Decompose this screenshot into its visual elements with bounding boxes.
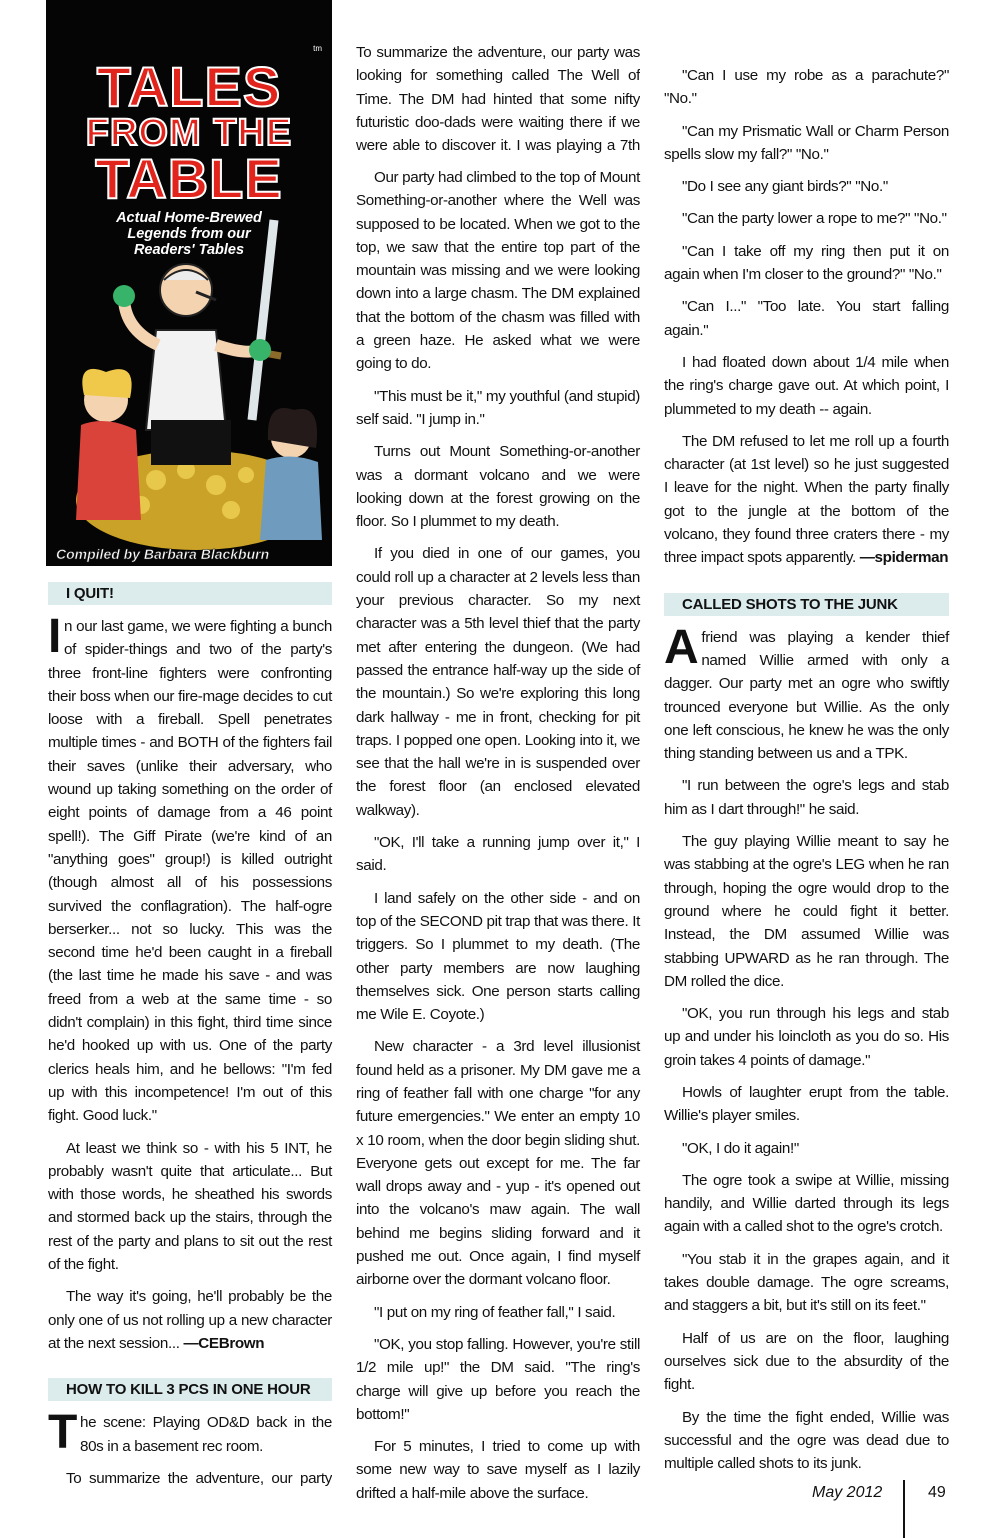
column-3 [664, 64, 949, 1484]
trademark: tm [313, 44, 322, 53]
paragraph [48, 610, 332, 1128]
banner-subtitle-line3: Readers' Tables [133, 242, 245, 258]
paragraph: The ogre took a swipe at Willie, missing handily, and Willie darted through its legs again with a called shot to the ogre's crotch. [664, 1171, 949, 1236]
paragraph: "You stab it in the grapes again, and it takes double damage. The ogre screams, and staggers a bit, but it's still on its feet." [664, 1250, 949, 1315]
drop-cap: I [48, 610, 61, 663]
paragraph: New character - a 3rd level illusionist found held as a prisoner. My DM gave me a ring of feather fall with one charge "for any future emergencies." We enter an empty 10 x 10 room, when the door begin sliding shut. Everyone gets out except for me. The far wall drops away and - yup - it's opened out into the volcano's maw again. The wall behind me begins sliding forward and it pushed me out. Once again, I find myself airborne over the dormant volcano floor. [356, 1038, 640, 1289]
paragraph: By the time the fight ended, Willie was successful and the ogre was dead due to multiple called shots to its junk. [664, 1408, 949, 1473]
paragraph: "Can I..." "Too late. You start falling again." [664, 298, 949, 339]
heading-called-shots: CALLED SHOTS TO THE JUNK [664, 593, 949, 616]
paragraph-text: friend was playing a kender thief named Willie armed with only a dagger. Our party met an ogre who swiftly trounced everyone but Willie. As the only one left conscious, he knew he was the only thing standing between us and a TPK. [664, 628, 949, 763]
paragraph: "OK, you stop falling. However, you're still 1/2 mile up!" the DM said. "The ring's charge will give up before you reach the bottom!" [356, 1335, 640, 1423]
heading-i-quit: I QUIT! [48, 582, 332, 605]
paragraph-text: The DM refused to let me roll up a fourth character (at 1st level) so he just suggested I leave for the night. When the party finally got to the jungle at the bottom of the volcano, they found three craters there - my three impact spots apparently. [664, 432, 949, 567]
paragraph: Half of us are on the floor, laughing ourselves sick due to the absurdity of the fight. [664, 1329, 949, 1394]
column-banner [46, 0, 332, 566]
drop-cap: A [664, 620, 699, 674]
paragraph: "OK, I do it again!" [682, 1139, 799, 1157]
paragraph: To summarize the adventure, our party was looking for something called The Well of Time. The DM had hinted that some nifty futuristic doo-dads were waiting there if we were able to discover it. I was playing a 7th [356, 44, 640, 155]
author-signature: —CEBrown [183, 1334, 265, 1352]
banner-subtitle-line1: Actual Home-Brewed [116, 210, 262, 226]
issue-date: May 2012 [812, 1484, 883, 1501]
paragraph-text: The way it's going, he'll probably be the only one of us not rolling up a new character at the next session... [48, 1288, 332, 1352]
drop-cap: T [48, 1406, 77, 1460]
paragraph [664, 430, 949, 570]
paragraph: "Can I take off my ring then put it on again when I'm closer to the ground?" "No." [664, 242, 949, 284]
column-1 [48, 582, 332, 1499]
paragraph [48, 1406, 332, 1460]
paragraph: I had floated down about 1/4 mile when the ring's charge gave out. At which point, I plummeted to my death -- again. [664, 353, 949, 418]
banner-title-line1: TALES [96, 55, 282, 118]
paragraph: "Can I use my robe as a parachute?" "No." [664, 67, 949, 108]
paragraph-text: he scene: Playing OD&D back in the 80s in a basement rec room. [79, 1414, 332, 1455]
paragraph-text: n our last game, we were fighting a bunch of spider-things and two of the party's three front-line fighters were confronting their boss when our fire-mage decides to cut loose with a fireball. Spell penetrates multiple times - and BOTH of the fighters fail their saves (unlike their adversary, who wound up taking something on the order of eight points of damage from a 46 point spell!). The Giff Pirate (we're kind of an "anything goes" group!) is killed outright (though almost all of his possessions survived the conflagration). The half-ogre berserker... not so lucky. This was the second time he'd been caught in a fireball (the last time he made his save - and was freed from a web at the same time - so didn't complain) in this fight, third time since he'd hooked up with us. One of the party clerics heals him, and he bellows: "I'm fed up with this incompetence! I'm out of this fight. Good luck." [48, 618, 332, 1125]
paragraph [664, 620, 949, 766]
banner-title-line3: TABLE [95, 147, 283, 210]
paragraph: "Can my Prismatic Wall or Charm Person spells slow my fall?" "No." [664, 122, 949, 163]
footer-divider [903, 1480, 905, 1538]
paragraph: "This must be it," my youthful (and stupid) self said. "I jump in." [356, 387, 640, 428]
paragraph: "Do I see any giant birds?" "No." [682, 178, 888, 196]
banner-title-line2: FROM THE [85, 112, 293, 154]
author-signature: —spiderman [859, 549, 949, 567]
paragraph: "OK, I'll take a running jump over it," I said. [356, 834, 640, 875]
paragraph: Howls of laughter erupt from the table. Willie's player smiles. [664, 1083, 949, 1125]
paragraph: The guy playing Willie meant to say he was stabbing at the ogre's LEG when he ran through, hoping the ogre would drop to the ground where he could fight it better. Instead, the DM assumed Willie was stabbing UPWARD as he ran through. The DM rolled the dice. [664, 833, 949, 990]
paragraph: "OK, you run through his legs and stab up and under his loincloth as you do so. His groin takes 4 points of damage." [664, 1005, 949, 1069]
paragraph: For 5 minutes, I tried to come up with some new way to save myself as I lazily drifted a half-mile above the surface. [356, 1438, 640, 1502]
banner-subtitle-line2: Legends from our [127, 226, 251, 242]
paragraph: If you died in one of our games, you could roll up a character at 2 levels less than your previous character. So my next character was a 5th level thief that the party met after entering the dungeon. (We had passed the entrance half-way up the side of the mountain.) So we're exploring this long dark hallway - me in front, checking for pit traps. I popped one open. Looking into it, we see that the hall we're in is suspended over the forest floor (an enclosed elevated walkway). [356, 545, 640, 819]
page-number: 49 [928, 1484, 946, 1501]
paragraph: At least we think so - with his 5 INT, he probably wasn't quite that articulate... But with those words, he sheathed his swords and stormed back up the stairs, through the rest of the party and plans to sit out the rest of the fight. [48, 1139, 332, 1274]
heading-how-to-kill: HOW TO KILL 3 PCS IN ONE HOUR [48, 1378, 332, 1401]
paragraph: "Can the party lower a rope to me?" "No." [682, 210, 947, 228]
paragraph: Our party had climbed to the top of Mount Something-or-another where the Well was supposed to be located. When we got to the top, we saw that the entire top part of the mountain was missing and we were looking down into a large chasm. The DM explained that the bottom of the chasm was filled with a green haze. He asked what we were going to do. [356, 169, 640, 373]
banner-subtitle [46, 210, 332, 258]
paragraph: "I run between the ogre's legs and stab him as I dart through!" he said. [664, 777, 949, 818]
paragraph [48, 1285, 332, 1355]
compiled-by: Compiled by Barbara Blackburn [56, 546, 270, 562]
paragraph: I land safely on the other side - and on top of the SECOND pit trap that was there. It triggers. So I plummet to my death. (The other party members are now laughing themselves sick. One person starts calling me Wile E. Coyote.) [356, 889, 640, 1024]
paragraph: To summarize the adventure, our party [66, 1469, 332, 1487]
column-2 [356, 44, 640, 1514]
paragraph: "I put on my ring of feather fall," I said. [374, 1303, 616, 1321]
paragraph: Turns out Mount Something-or-another was a dormant volcano and we were looking down at the forest growing on the floor. So I plummet to my death. [356, 443, 640, 531]
